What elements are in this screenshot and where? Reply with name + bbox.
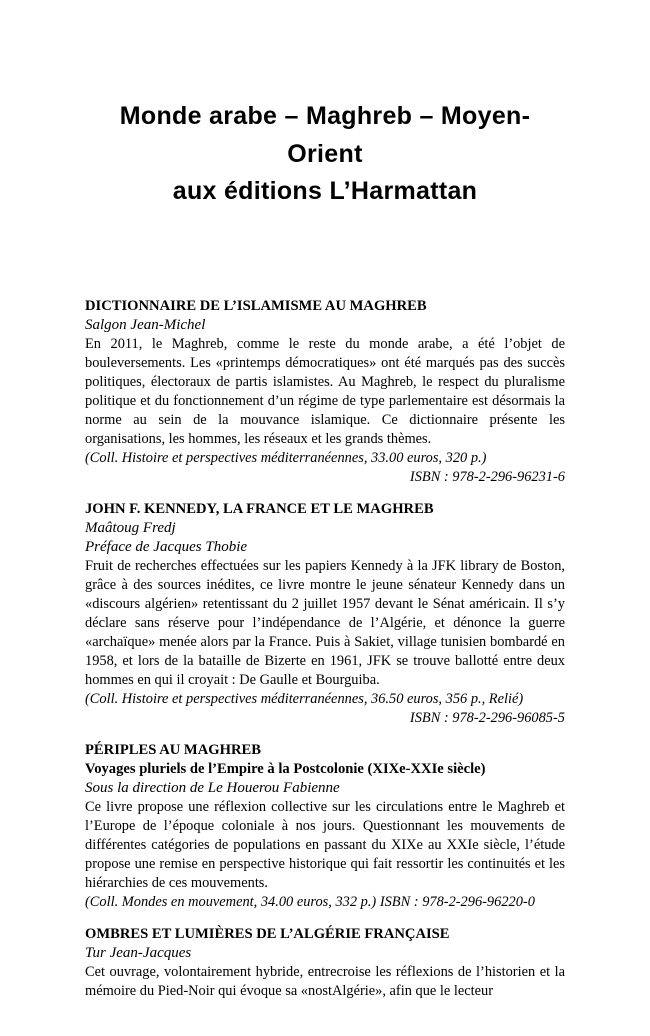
book-author: Maâtoug Fredj <box>85 519 176 536</box>
book-author: Sous la direction de Le Houerou Fabienne <box>85 779 340 796</box>
book-title: OMBRES ET LUMIÈRES DE L’ALGÉRIE FRANÇAISE <box>85 925 450 942</box>
book-isbn: ISBN : 978-2-296-96231-6 <box>409 468 565 485</box>
page-title-line1: Monde arabe – Maghreb – Moyen-Orient <box>119 102 531 168</box>
book-entry-ombres <box>85 925 565 1001</box>
book-author: Salgon Jean-Michel <box>85 316 206 333</box>
book-entry-periples <box>85 741 565 912</box>
book-collection: (Coll. Histoire et perspectives méditerranéennes, 33.00 euros, 320 p.) <box>85 449 487 466</box>
book-author: Tur Jean-Jacques <box>85 944 192 961</box>
book-description: Ce livre propose une réflexion collective sur les circulations entre le Maghreb et l’Europe de l’époque coloniale à nos jours. Questionnant les mouvements de différentes catégories de populations en passant du XIXe au XXIe siècle, l’étude propose une remise en perspective historique qui fait ressortir les continuités et les hiérarchies de ces mouvements. <box>85 798 565 891</box>
book-entry-dictionnaire <box>85 297 565 487</box>
book-title: PÉRIPLES AU MAGHREB <box>85 741 261 758</box>
book-title: JOHN F. KENNEDY, LA FRANCE ET LE MAGHREB <box>85 500 434 517</box>
book-preface: Préface de Jacques Thobie <box>85 538 248 555</box>
book-list <box>85 297 565 1001</box>
book-collection: (Coll. Histoire et perspectives méditerranéennes, 36.50 euros, 356 p., Relié) <box>85 690 524 707</box>
book-description: Fruit de recherches effectuées sur les papiers Kennedy à la JFK library de Boston, grâce à des sources inédites, ce livre montre le jeune sénateur Kennedy dans un «discours algérien» retentissant du 2 juillet 1957 devant le Sénat américain. Il s’y déclare sans réserve pour l’indépendance de l’Algérie, et dénonce la guerre «archaïque» menée alors par la France. Puis à Sakiet, village tunisien bombardé en 1958, et lors de la bataille de Bizerte en 1961, JFK se trouve ballotté entre deux hommes en qui il croyait : De Gaulle et Bourguiba. <box>85 557 565 688</box>
book-collection-isbn: (Coll. Mondes en mouvement, 34.00 euros, 332 p.) ISBN : 978-2-296-96220-0 <box>85 893 535 910</box>
book-title: DICTIONNAIRE DE L’ISLAMISME AU MAGHREB <box>85 297 427 314</box>
book-isbn: ISBN : 978-2-296-96085-5 <box>409 709 565 726</box>
book-description: Cet ouvrage, volontairement hybride, entrecroise les réflexions de l’historien et la mémoire du Pied-Noir qui évoque sa «nostAlgérie», afin que le lecteur <box>85 963 565 999</box>
book-subtitle: Voyages pluriels de l’Empire à la Postcolonie (XIXe-XXIe siècle) <box>85 760 486 777</box>
book-description: En 2011, le Maghreb, comme le reste du monde arabe, a été l’objet de bouleversements. Les «printemps démocratiques» ont été marqués pas des succès politiques, électoraux de partis islamistes. Au Maghreb, le respect du pluralisme politique et du fonctionnement d’un régime de type parlementaire est désormais la norme au sein de la mouvance islamique. Ce dictionnaire présente les organisations, les hommes, les réseaux et les grands thèmes. <box>85 335 565 447</box>
book-entry-kennedy <box>85 500 565 728</box>
page-title <box>85 98 565 211</box>
page-title-line2: aux éditions L’Harmattan <box>172 177 478 205</box>
